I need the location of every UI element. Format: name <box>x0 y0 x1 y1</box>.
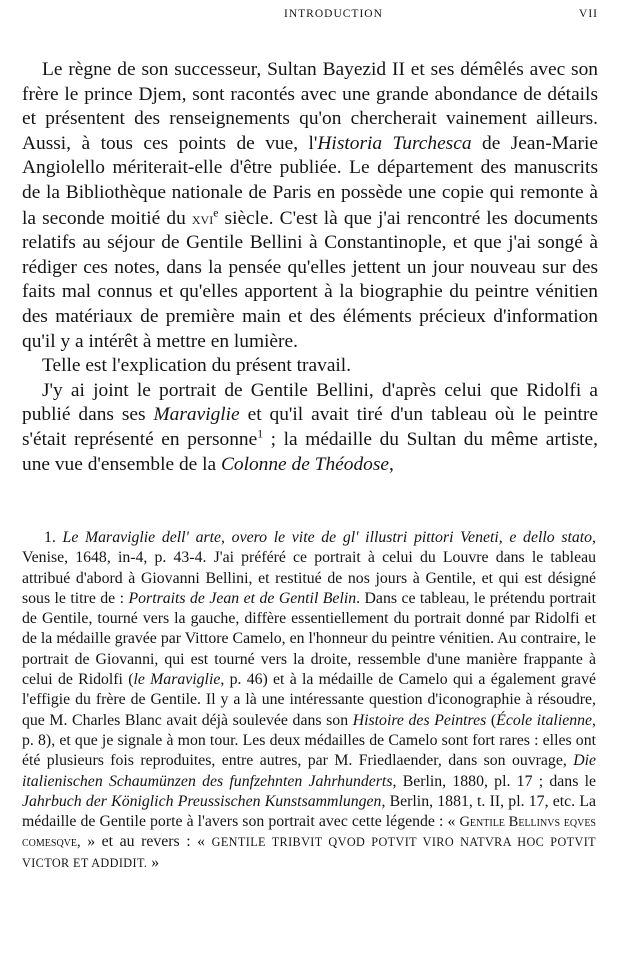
footnote-text-2: . Dans ce tableau, le prétendu portrait de Gentile, tourné vers la gauche, diffère essentiellement du portrait donné par Ridolfi et de la médaille gravée par Vittore Camelo, en l'honneur du peintre vénitien. Au contraire, le portrait de Giovanni, qui est tourné vers la droite, ressemble d'une manière frappante à celui de Ridolfi ( <box>22 589 596 689</box>
paragraph-3-text-b: et qu'il avait tiré d'un tableau où le peintre s'était représenté en personne <box>22 404 598 450</box>
century-numeral: xvi <box>191 207 214 228</box>
footnote-italic-1: Le Maraviglie dell' arte, overo le vite de gl' illustri pittori Veneti, e dello stato <box>62 529 593 546</box>
paragraph-1-text-b: de Jean-Marie Angiolello mériterait-elle d'être publiée. Le département des manuscrits de la Bibliothèque nationale de Paris en possède une copie qui remonte à la seconde moitié du <box>22 132 598 229</box>
footnote-text-9: » <box>147 853 160 871</box>
paragraph-3-text-d: , <box>388 453 394 475</box>
footnote-text-7: , Berlin, 1881, t. II, pl. 17, etc. La médaille de Gentile porte à l'avers son portrait avec cette légende : « <box>22 792 596 831</box>
paragraph-3 <box>22 379 598 477</box>
paragraph-2: Telle est l'explication du présent travail. <box>42 355 352 377</box>
footnote-text-1: , Venise, 1648, in-4, p. 43-4. J'ai préféré ce portrait à celui du Louvre dans le tableau attribué d'abord à Giovanni Bellini, et restitué de nos jours à Gentile, et qui est désigné sous le titre de : <box>22 529 596 607</box>
footnote-italic-2: Portraits de Jean et de Gentil Belin <box>128 589 357 607</box>
footnote-text-4: ( <box>486 711 497 729</box>
footnote-reference: 1 <box>257 427 264 441</box>
paragraph-1-italic-title: Historia Turchesca <box>317 132 472 154</box>
footnote-italic-6: Die italienischen Schaumünzen des funfzehnten Jahrhunderts <box>22 752 596 790</box>
medal-legend-reverse: GENTILE TRIBVIT QVOD POTVIT VIRO NATVRA HOC POTVIT VICTOR ET ADDIDIT. <box>22 835 596 870</box>
paragraph-3-text-a: J'y ai joint le portrait de Gentile Bellini, d'après celui que Ridolfi a publié dans ses <box>22 379 598 426</box>
footnote-text-6: , Berlin, 1880, pl. 17 ; dans le <box>392 772 597 790</box>
running-header <box>22 4 598 26</box>
footnote-italic-5: École italienne <box>496 711 593 729</box>
footnote-text-5: , p. 8), et que je signale à mon tour. Les deux médailles de Camelo sont fort rares : elles ont été plusieurs fois reproduites, entre autres, par M. Friedlaender, dans son ouvrage, <box>22 711 596 770</box>
footnote-number: 1. <box>44 529 56 546</box>
footnote-italic-3: le Maraviglie <box>133 671 221 689</box>
medal-legend-obverse: Gentile Bellinvs eqves comesqve, <box>22 814 596 851</box>
footnote-italic-7: Jahrbuch der Königlich Preussischen Kunstsammlungen <box>22 792 382 810</box>
footnote-1 <box>22 528 596 873</box>
main-text <box>22 58 598 477</box>
paragraph-3-text-c: ; la médaille du Sultan du même artiste, une vue d'ensemble de la <box>22 428 598 475</box>
footnote-text-3: , p. 46) et à la médaille de Camelo qui a également gravé l'effigie du frère de Gentile. Il y a là une intéressante question d'iconographie à résoudre, que M. Charles Blanc avait déjà soulevée dans son <box>22 671 596 729</box>
page-number: VII <box>579 8 598 20</box>
running-head: INTRODUCTION <box>284 8 383 20</box>
paragraph-1-text-c: siècle. C'est là que j'ai rencontré les documents relatifs au séjour de Gentile Bellini à Constantinople, et que j'ai songé à rédiger ces notes, dans la pensée qu'elles jettent un jour nouveau sur des faits mal connus et qu'elles apportent à la biographie du peintre vénitien des matériaux de première main et des éléments précieux d'information qu'il y a intérêt à mettre en lumière. <box>22 207 598 352</box>
century-superscript: e <box>213 206 219 220</box>
paragraph-1-text-a: Le règne de son successeur, Sultan Bayezid II et ses démêlés avec son frère le prince Djem, sont racontés avec une grande abondance de détails et présentent des renseignements qu'on chercherait vainement ailleurs. Aussi, à tous ces points de vue, l' <box>22 59 598 154</box>
paragraph-3-italic-colonne: Colonne de Théodose <box>220 453 389 475</box>
footnote-text-8: » et au revers : « <box>80 833 212 851</box>
footnotes <box>22 528 596 873</box>
paragraph-3-italic-maraviglie: Maraviglie <box>153 404 240 426</box>
paragraph-1 <box>22 58 598 354</box>
footnote-italic-4: Histoire des Peintres <box>352 711 487 729</box>
